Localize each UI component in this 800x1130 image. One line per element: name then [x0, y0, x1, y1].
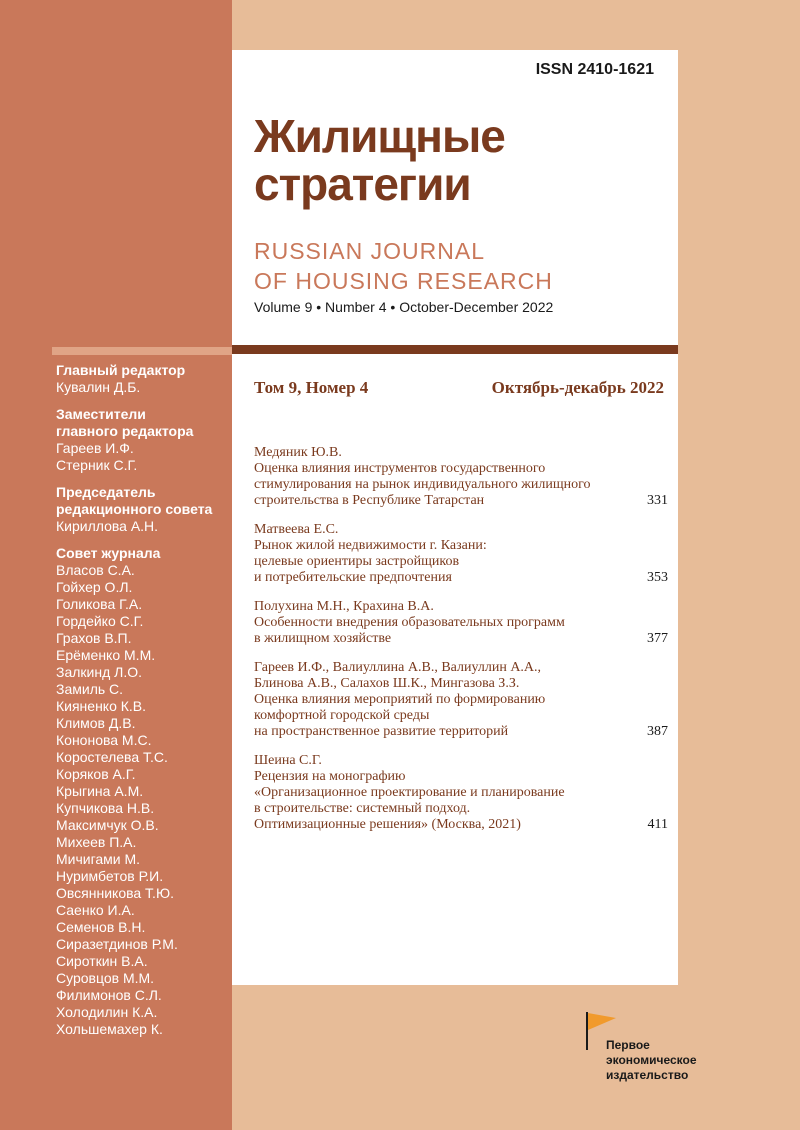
toc-entry[interactable] — [254, 522, 668, 586]
deputies-role-cont: главного редактора — [56, 423, 194, 439]
council-member: Гордейко С.Г. — [56, 613, 144, 629]
toc-title-line: стимулирования на рынок индивидуального жилищного — [254, 477, 591, 492]
toc-page-number: 387 — [647, 724, 668, 739]
toc-authors: Гареев И.Ф., Валиуллина А.В., Валиуллин А.А., — [254, 660, 542, 675]
toc-page-number: 331 — [647, 493, 668, 508]
toc-last-row — [254, 493, 668, 509]
toc-title-line: в жилищном хозяйстве — [254, 631, 392, 646]
table-of-contents — [254, 445, 668, 846]
editor-name: Кувалин Д.Б. — [56, 379, 141, 395]
cover-panel — [232, 50, 678, 985]
toc-page-number: 353 — [647, 570, 668, 585]
toc-title-line: Оценка влияния мероприятий по формированию — [254, 692, 546, 707]
toc-entry[interactable] — [254, 753, 668, 833]
issue-row — [254, 378, 664, 398]
toc-entry[interactable] — [254, 445, 668, 509]
issn: ISSN 2410-1621 — [535, 61, 654, 78]
journal-subtitle — [254, 236, 553, 296]
chair-role: Председатель — [56, 484, 156, 500]
council-member: Купчикова Н.В. — [56, 800, 155, 816]
editor-role: Главный редактор — [56, 362, 186, 378]
journal-title-line: Жилищные — [254, 110, 505, 162]
council-member: Климов Д.В. — [56, 715, 136, 731]
issue-number: Том 9, Номер 4 — [254, 378, 369, 397]
council-member: Сиразетдинов Р.М. — [56, 936, 178, 952]
council-member: Овсянникова Т.Ю. — [56, 885, 174, 901]
toc-last-row — [254, 724, 668, 740]
council-member: Максимчук О.В. — [56, 817, 159, 833]
deputies-role: Заместители — [56, 406, 146, 422]
chair-group — [56, 484, 232, 535]
council-member: Замиль С. — [56, 681, 124, 697]
council-member: Михеев П.А. — [56, 834, 137, 850]
publisher-name-line: издательство — [606, 1068, 689, 1082]
journal-title-line: стратегии — [254, 158, 471, 210]
issue-date: Октябрь-декабрь 2022 — [491, 378, 664, 397]
publisher-name-line: экономическое — [606, 1053, 697, 1067]
deputies-group — [56, 406, 232, 474]
sidebar — [0, 0, 232, 1130]
council-member: Ерёменко М.М. — [56, 647, 156, 663]
council-member: Хольшемахер К. — [56, 1021, 163, 1037]
toc-page-number: 377 — [647, 631, 668, 646]
journal-title — [254, 112, 505, 208]
publisher-logo — [584, 1012, 744, 1092]
toc-title-line: «Организационное проектирование и планирование — [254, 785, 565, 800]
council-member: Кононова М.С. — [56, 732, 152, 748]
council-group — [56, 545, 232, 1038]
council-role: Совет журнала — [56, 545, 161, 561]
council-member: Сироткин В.А. — [56, 953, 148, 969]
chair-name: Кириллова А.Н. — [56, 518, 159, 534]
divider — [232, 345, 678, 354]
editorial-board — [56, 362, 232, 1048]
chair-role-cont: редакционного совета — [56, 501, 213, 517]
toc-authors: Блинова А.В., Салахов Ш.К., Мингазова З.З. — [254, 676, 520, 691]
volume-line: Volume 9 • Number 4 • October-December 2022 — [254, 299, 554, 315]
council-member: Суровцов М.М. — [56, 970, 155, 986]
toc-title-line: Особенности внедрения образовательных программ — [254, 615, 565, 630]
toc-title-line: в строительстве: системный подход. — [254, 801, 471, 816]
council-member: Саенко И.А. — [56, 902, 135, 918]
council-member: Власов С.А. — [56, 562, 135, 578]
council-member: Мичигами М. — [56, 851, 141, 867]
deputy-name: Гареев И.Ф. — [56, 440, 134, 456]
editor-group — [56, 362, 232, 396]
toc-title-line: и потребительские предпочтения — [254, 570, 452, 585]
publisher-name-line: Первое — [606, 1038, 650, 1052]
toc-authors: Полухина М.Н., Крахина В.А. — [254, 599, 434, 614]
toc-title-line: Оценка влияния инструментов государственного — [254, 461, 546, 476]
toc-authors: Шеина С.Г. — [254, 753, 322, 768]
journal-subtitle-line: RUSSIAN JOURNAL — [254, 238, 485, 264]
toc-title-line: Оптимизационные решения» (Москва, 2021) — [254, 817, 521, 832]
publisher-name — [606, 1038, 697, 1083]
deputy-name: Стерник С.Г. — [56, 457, 138, 473]
council-member: Гойхер О.Л. — [56, 579, 133, 595]
council-member: Семенов В.Н. — [56, 919, 146, 935]
council-member: Кияненко К.В. — [56, 698, 147, 714]
council-member: Холодилин К.А. — [56, 1004, 158, 1020]
council-member: Голикова Г.А. — [56, 596, 143, 612]
toc-title-line: целевые ориентиры застройщиков — [254, 554, 460, 569]
toc-title-line: на пространственное развитие территорий — [254, 724, 509, 739]
toc-page-number: 411 — [647, 817, 668, 832]
toc-title-line: Рынок жилой недвижимости г. Казани: — [254, 538, 487, 553]
toc-title-line: комфортной городской среды — [254, 708, 430, 723]
council-member: Грахов В.П. — [56, 630, 132, 646]
toc-last-row — [254, 631, 668, 647]
council-member: Коряков А.Г. — [56, 766, 136, 782]
toc-title-line: строительства в Республике Татарстан — [254, 493, 485, 508]
journal-subtitle-line: OF HOUSING RESEARCH — [254, 268, 553, 294]
council-member: Коростелева Т.С. — [56, 749, 168, 765]
toc-last-row — [254, 817, 668, 833]
toc-entry[interactable] — [254, 599, 668, 647]
council-member: Нуримбетов Р.И. — [56, 868, 164, 884]
toc-authors: Матвеева Е.С. — [254, 522, 339, 537]
sidebar-top-rule — [52, 347, 232, 355]
toc-last-row — [254, 570, 668, 586]
council-member: Крыгина А.М. — [56, 783, 144, 799]
council-member: Залкинд Л.О. — [56, 664, 143, 680]
toc-entry[interactable] — [254, 660, 668, 740]
toc-title-line: Рецензия на монографию — [254, 769, 406, 784]
toc-authors: Медяник Ю.В. — [254, 445, 342, 460]
council-member: Филимонов С.Л. — [56, 987, 162, 1003]
